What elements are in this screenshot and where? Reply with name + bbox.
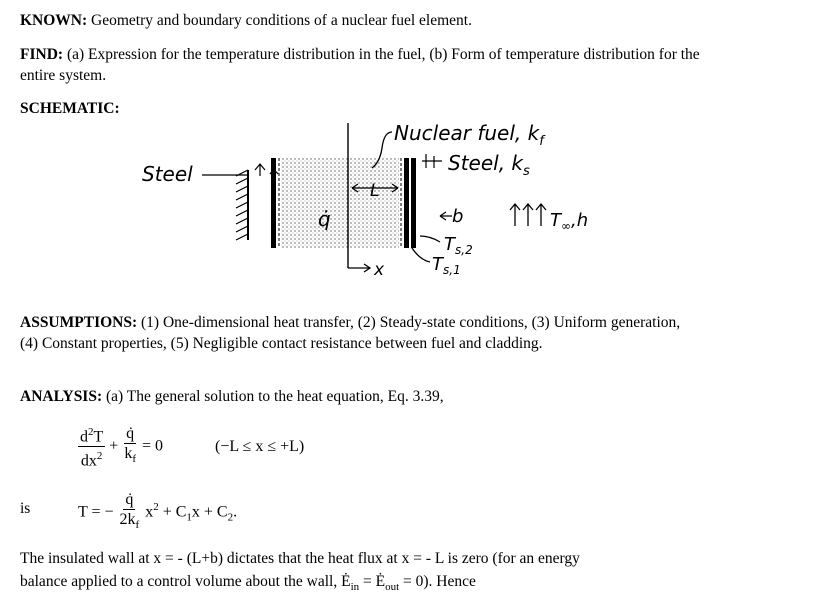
find-text: (a) Expression for the temperature distribution in the fuel, (b) Form of temperature distribution for the entire system.: [20, 46, 700, 84]
closing-line-2: balance applied to a control volume about the wall, $Ė_{in}$ = $Ė_{out} = 0$). Hence: [20, 573, 476, 594]
q-label: q̇: [318, 207, 331, 231]
known-label: KNOWN:: [20, 12, 88, 29]
right-steel-cladding: [404, 158, 409, 248]
b-label: b: [452, 206, 464, 227]
assumptions-label: ASSUMPTIONS:: [20, 314, 138, 331]
is-label: is: [20, 500, 31, 517]
d2T-fraction: $\frac{d^2T}{dx^2}$: [78, 423, 105, 471]
steel-left-text: Steel: [142, 162, 193, 186]
ts1-label: $T_{s,1}$: [432, 254, 461, 277]
t-inf-label: $T_\infty,h$: [550, 210, 589, 233]
analysis-label: ANALYSIS:: [20, 388, 103, 405]
nuclear-fuel-text: Nuclear fuel, $k_f$: [394, 121, 544, 149]
general-solution: T = − $\frac{q̇}{2k_f}$ $x^2 + C_1x + C_2$.: [78, 490, 237, 535]
known-text: Geometry and boundary conditions of a nuclear fuel element.: [91, 12, 472, 29]
q-over-2kf-fraction: $\frac{q̇}{2k_f}$: [119, 491, 140, 532]
known-line: [20, 10, 472, 31]
steel-right-text: Steel, $k_s$: [448, 151, 530, 179]
find-paragraph: [20, 44, 710, 86]
ts2-label: $T_{s,2}$: [444, 234, 473, 257]
fuel-region: [281, 158, 399, 248]
x-label: x: [374, 260, 385, 280]
heat-equation: $\frac{d^2T}{dx^2}$ + $\frac{q̇}{k_f}$ = 0 (−L ≤ x ≤ +L): [78, 423, 304, 471]
assumptions-paragraph: [20, 312, 700, 354]
convection-arrows: [510, 204, 546, 226]
q-over-kf-fraction: $\frac{q̇}{k_f}$: [124, 425, 136, 466]
eq1-range: (−L ≤ x ≤ +L): [215, 437, 305, 455]
schematic-label: SCHEMATIC:: [20, 100, 120, 117]
assumptions-text: (1) One-dimensional heat transfer, (2) Steady-state conditions, (3) Uniform generation, (4) Constant properties, (5) Negligible contact resistance between fuel and cladding.: [20, 314, 681, 352]
wall-hatching: [236, 170, 248, 240]
find-label: FIND:: [20, 46, 64, 63]
closing-line-1: The insulated wall at x = - (L+b) dictates that the heat flux at x = - L is zero (for an energy: [20, 550, 580, 567]
schematic-diagram: [130, 118, 630, 283]
L-label: L: [370, 181, 380, 201]
analysis-line: [20, 386, 444, 407]
x-axis-arrow: [348, 264, 370, 272]
analysis-text: (a) The general solution to the heat equation, Eq. 3.39,: [106, 388, 444, 405]
eq1-rhs: = 0: [141, 437, 164, 455]
